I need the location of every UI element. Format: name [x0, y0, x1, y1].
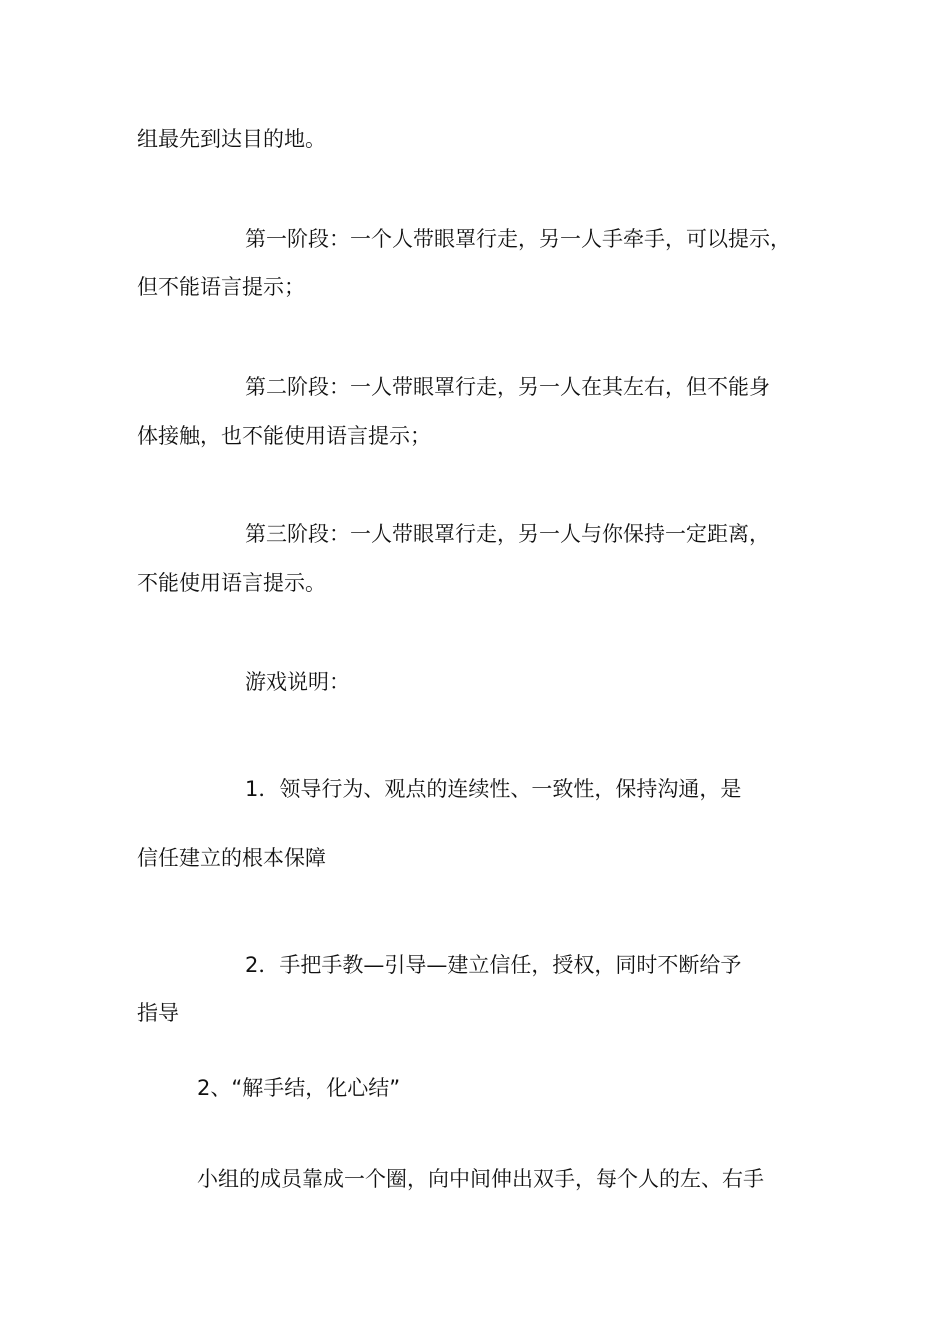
- explanation-item-1: 1．领导行为、观点的连续性、一致性，保持沟通，是: [245, 777, 742, 801]
- paragraph-line: 组最先到达目的地。: [137, 127, 326, 151]
- explanation-item-2: 2．手把手教—引导—建立信任，授权，同时不断给予: [245, 953, 742, 977]
- stage-three-text: 第三阶段：一人带眼罩行走，另一人与你保持一定距离，: [245, 522, 770, 546]
- paragraph-line: 体接触，也不能使用语言提示；: [137, 424, 431, 448]
- section-heading: 2、“解手结，化心结”: [197, 1076, 401, 1100]
- paragraph-line: 不能使用语言提示。: [137, 571, 326, 595]
- stage-two-text: 第二阶段：一人带眼罩行走，另一人在其左右，但不能身: [245, 375, 770, 399]
- paragraph-line: 小组的成员靠成一个圈，向中间伸出双手，每个人的左、右手: [197, 1167, 764, 1191]
- game-explanation-heading: 游戏说明：: [245, 670, 350, 694]
- paragraph-line: 指导: [137, 1001, 179, 1025]
- paragraph-line: 但不能语言提示；: [137, 275, 305, 299]
- paragraph-line: 信任建立的根本保障: [137, 846, 326, 870]
- stage-one-text: 第一阶段：一个人带眼罩行走，另一人手牵手，可以提示，: [245, 227, 791, 251]
